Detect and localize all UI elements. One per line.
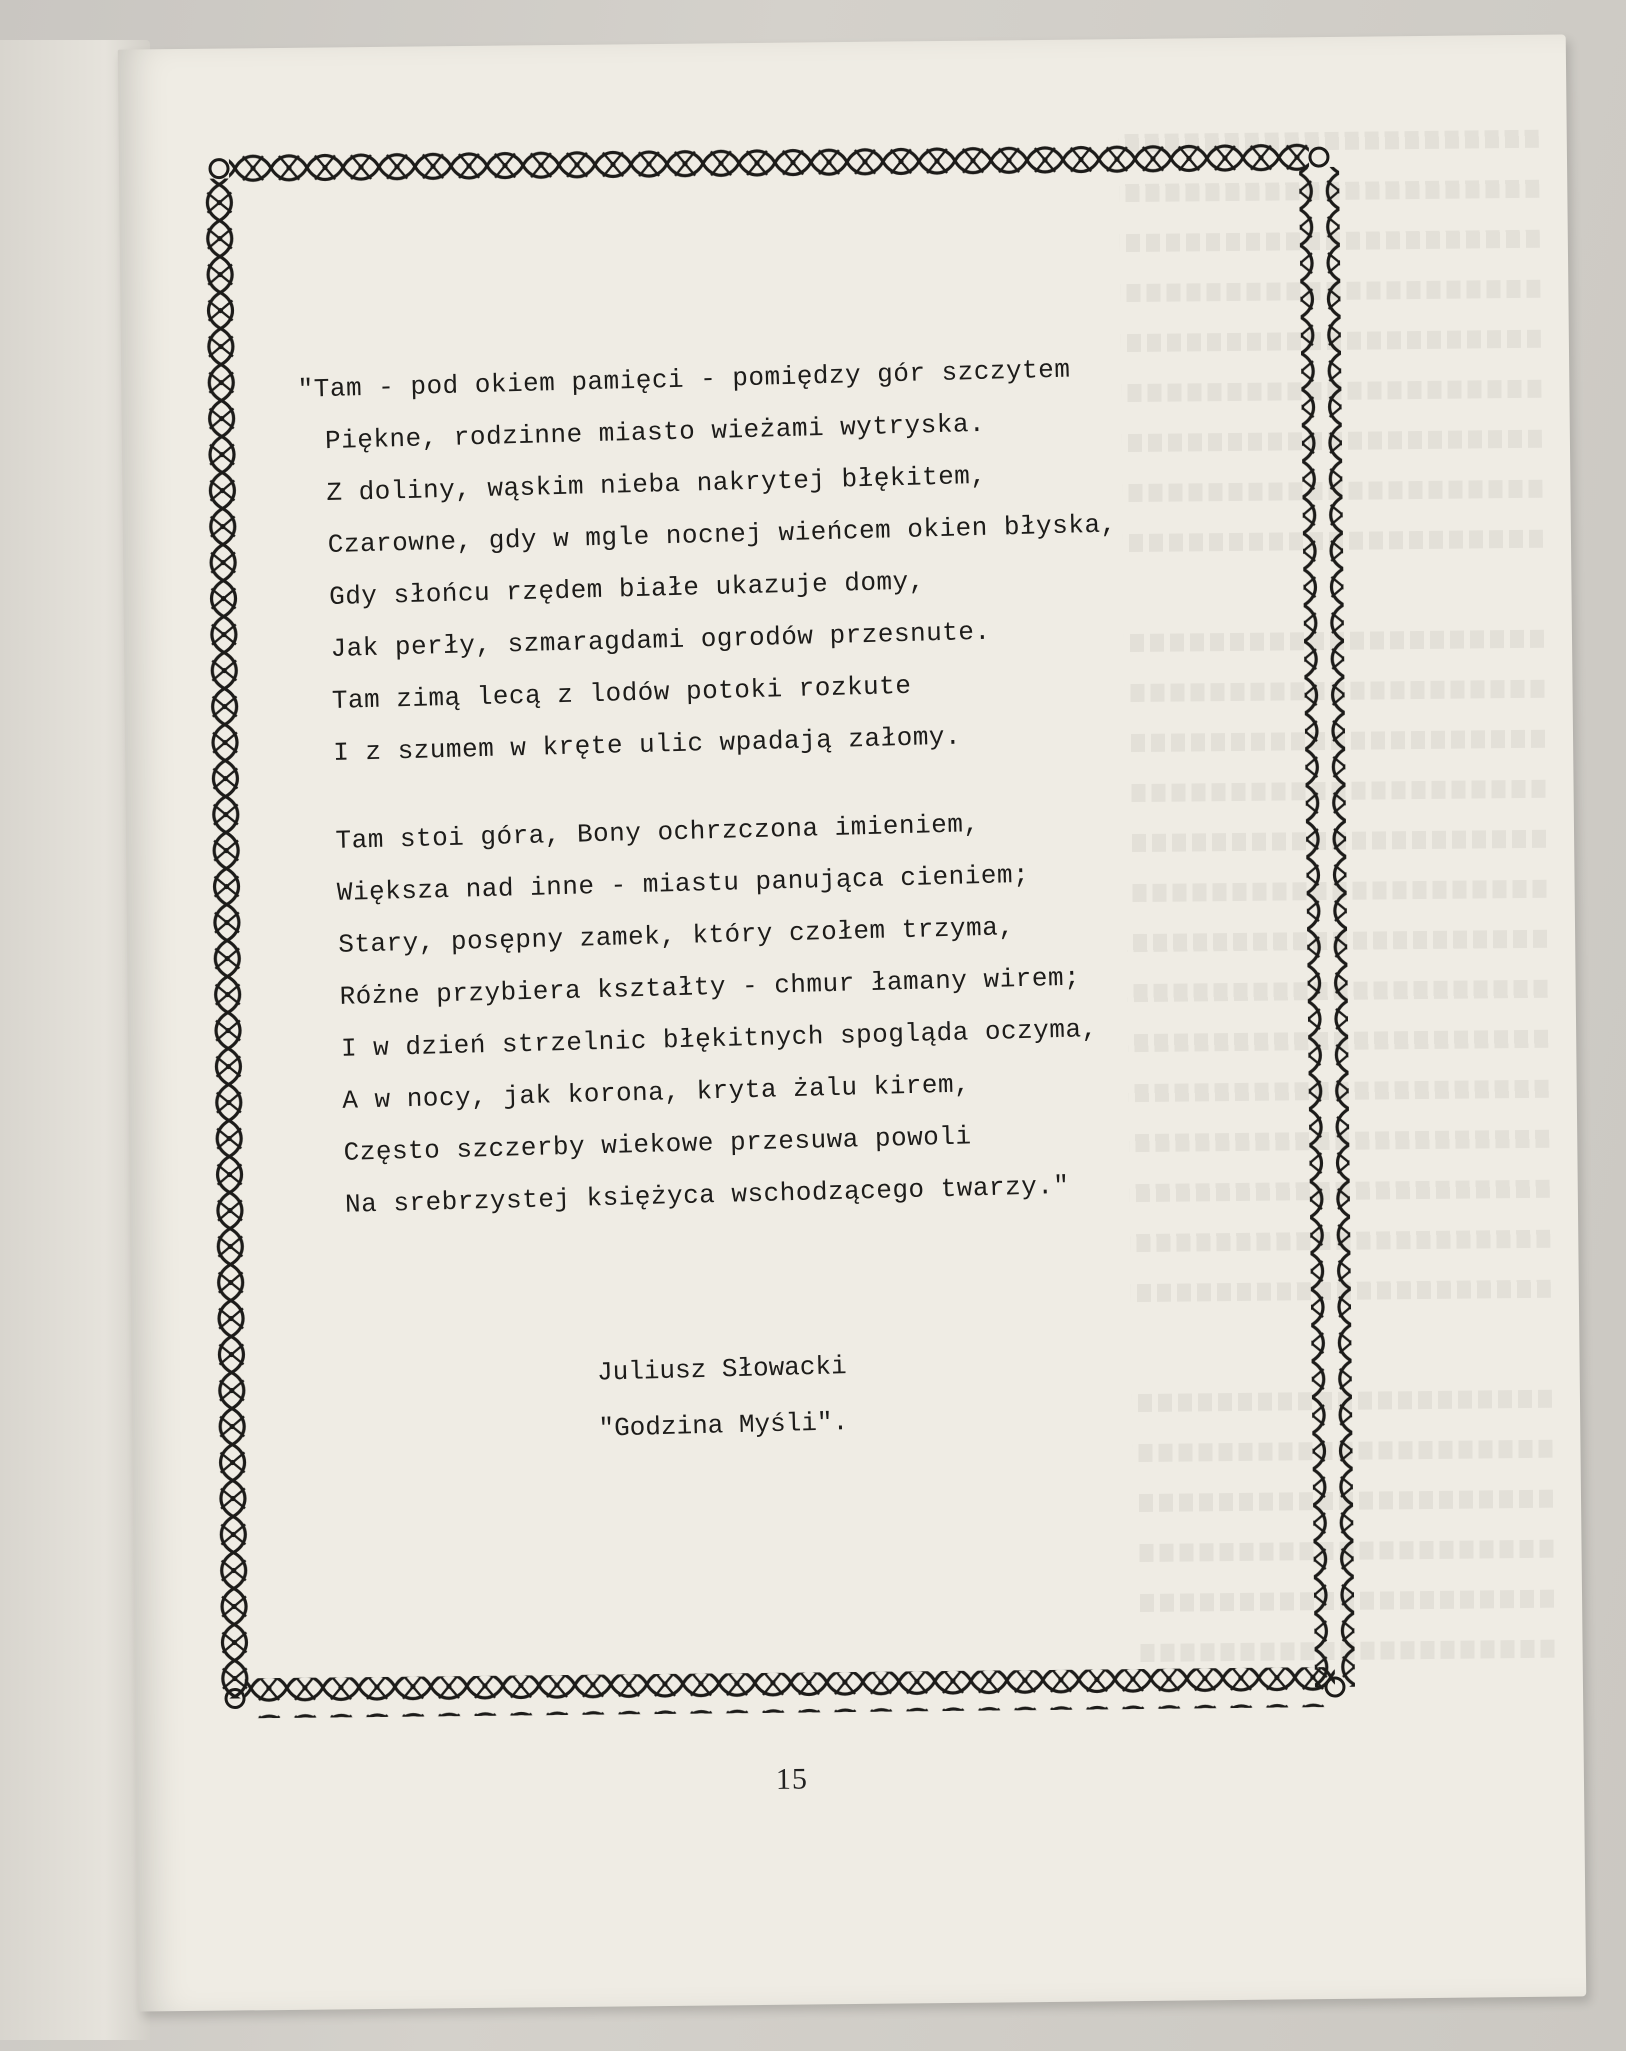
poem-line: I w dzień strzelnic błękitnych spogląda oczyma, (340, 1014, 1098, 1064)
poem-line: I z szumem w kręte ulic wpadają załomy. (332, 721, 962, 768)
author-name: Juliusz Słowacki (596, 1351, 848, 1388)
poem-line: Często szczerby wiekowe przesuwa powoli (343, 1121, 972, 1168)
poem-line: "Tam - pod okiem pamięci - pomiędzy gór szczytem (297, 354, 1071, 405)
poem-line: Różne przybiera kształty - chmur łamany wirem; (339, 962, 1081, 1012)
page-number: 15 (775, 1762, 809, 1796)
poem-line: Tam zimą lecą z lodów potoki rozkute (331, 670, 912, 716)
work-title: "Godzina Myśli". (598, 1407, 849, 1444)
border-bottom (245, 1667, 1335, 1718)
poem-line: Z doliny, wąskim nieba nakrytej błękitem, (326, 460, 987, 509)
book-page (118, 34, 1586, 2011)
poem-line: A w nocy, jak korona, kryta żalu kirem, (341, 1069, 971, 1116)
poem-line: Na srebrzystej księżyca wschodzącego twarzy." (344, 1170, 1070, 1220)
poem-text (297, 337, 1359, 1232)
poem-line: Większa nad inne - miastu panująca cieniem; (336, 859, 1030, 908)
poem-line: Czarowne, gdy w mgle nocnej wieńcem okien błyska, (327, 509, 1117, 561)
poem-line: Piękne, rodzinne miasto wieżami wytryska. (324, 408, 986, 457)
border-left (199, 178, 255, 1698)
poem-line: Stary, posępny zamek, który czołem trzyma, (337, 912, 1015, 960)
corner-knot (1310, 148, 1328, 166)
poem-line: Gdy słońcu rzędem białe ukazuje domy, (328, 566, 926, 613)
corner-knot (210, 159, 228, 177)
border-top (229, 137, 1309, 188)
poem-line: Tam stoi góra, Bony ochrzczona imieniem, (335, 809, 980, 856)
poem-attribution (596, 1338, 848, 1456)
poem-line: Jak perły, szmaragdami ogrodów przesnute. (330, 616, 991, 664)
